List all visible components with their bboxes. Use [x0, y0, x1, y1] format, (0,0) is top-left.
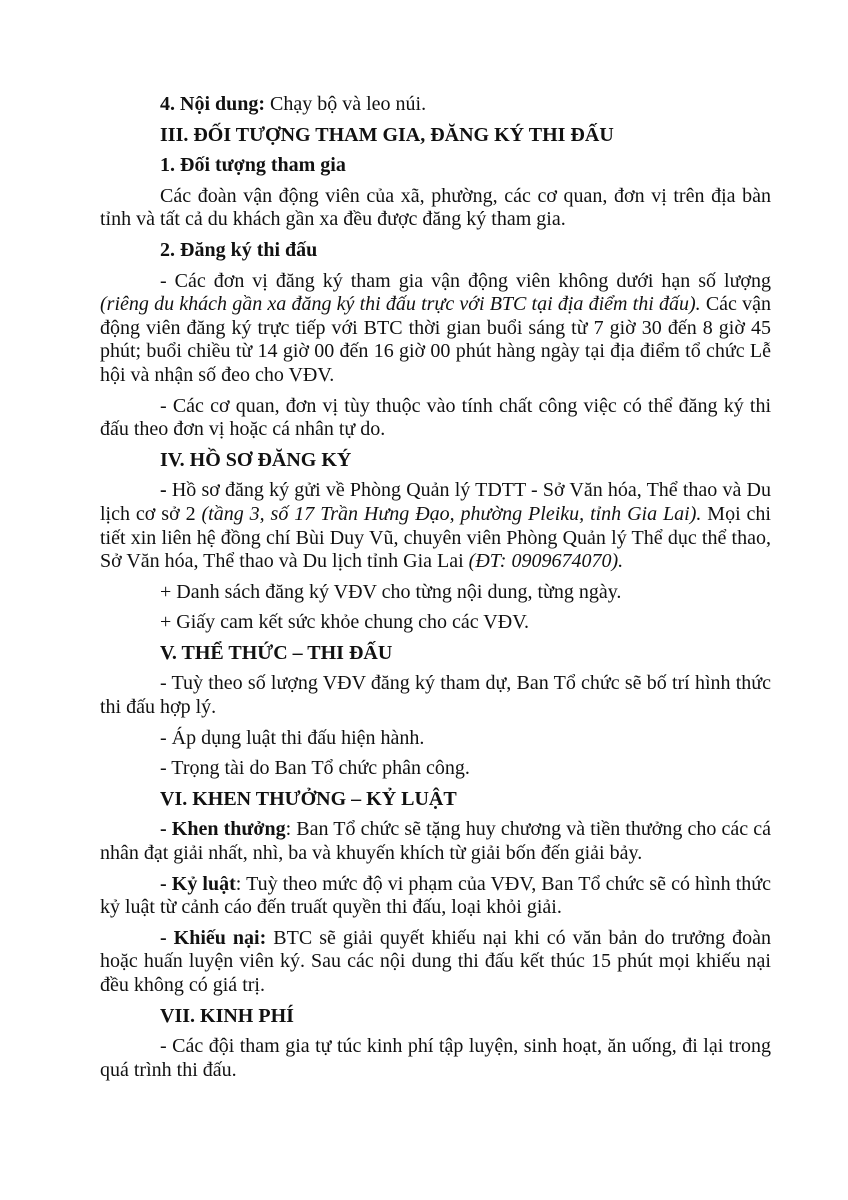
text-run: Hồ sơ đăng ký gửi về Phòng Quản lý TDTT - Sở Văn hóa, Thể thao và Du lịch cơ sở 2 — [100, 479, 771, 525]
text-run: VI. KHEN THƯỞNG – KỶ LUẬT — [160, 787, 457, 810]
paragraph-the-thuc-1 — [100, 672, 771, 719]
section-heading-vi — [100, 788, 771, 812]
text-run: - Các đơn vị đăng ký tham gia vận động viên không dưới hạn số lượng — [160, 269, 771, 292]
paragraph-danh-sach — [100, 581, 771, 605]
text-run: - — [160, 479, 172, 502]
text-run: Chạy bộ và leo núi. — [265, 93, 427, 115]
paragraph-dang-ky-1 — [100, 270, 771, 388]
text-run: (riêng du khách gần xa đăng ký thi đấu trực với BTC tại địa điểm thi đấu). — [100, 293, 701, 316]
text-run: - Các đội tham gia tự túc kinh phí tập luyện, sinh hoạt, ăn uống, đi lại trong quá trình thi đấu. — [100, 1035, 771, 1081]
text-run: 1. Đối tượng tham gia — [160, 154, 346, 177]
paragraph-dang-ky-2 — [100, 395, 771, 442]
paragraph-ho-so — [100, 479, 771, 573]
text-run: - Tuỳ theo số lượng VĐV đăng ký tham dự, Ban Tổ chức sẽ bố trí hình thức thi đấu hợp lý. — [100, 672, 771, 719]
paragraph-khen-thuong — [100, 818, 771, 865]
text-run: - Áp dụng luật thi đấu hiện hành. — [160, 726, 425, 749]
text-run: Các vận động viên đăng ký trực tiếp với BTC thời gian buổi sáng từ 7 giờ 30 đến 8 giờ 45 phút; buổi chiều từ 14 giờ 00 đến 16 giờ 00 phút hàng ngày tại địa điểm tổ chức Lễ hội và nhận số đeo cho VĐV. — [100, 293, 771, 386]
subheading-dang-ky — [100, 239, 771, 263]
text-run: + Giấy cam kết sức khỏe chung cho các VĐV. — [160, 611, 530, 634]
text-run: - Khiếu nại: — [160, 926, 267, 949]
paragraph-giay-cam-ket — [100, 611, 771, 635]
section-heading-vii — [100, 1005, 771, 1029]
text-run: - Các cơ quan, đơn vị tùy thuộc vào tính chất công việc có thể đăng ký thi đấu theo đơn vị hoặc cá nhân tự do. — [100, 394, 771, 441]
text-run: VII. KINH PHÍ — [160, 1004, 294, 1027]
text-run: V. THỂ THỨC – THI ĐẤU — [160, 641, 393, 664]
section-heading-v — [100, 642, 771, 666]
text-run: + Danh sách đăng ký VĐV cho từng nội dung, từng ngày. — [160, 580, 622, 603]
text-run: - Kỷ luật — [160, 872, 236, 895]
section-heading-iv — [100, 449, 771, 473]
text-run: - Khen thưởng — [160, 818, 286, 841]
paragraph-doi-tuong — [100, 185, 771, 232]
text-run: - Trọng tài do Ban Tổ chức phân công. — [160, 757, 470, 780]
text-run: BTC sẽ giải quyết khiếu nại khi có văn bản do trưởng đoàn hoặc huấn luyện viên ký. Sau các nội dung thi đấu kết thúc 15 phút mọi khiếu nại đều không có giá trị. — [100, 926, 771, 996]
paragraph-ky-luat — [100, 873, 771, 920]
section-heading-iii — [100, 124, 771, 148]
text-run: : Ban Tổ chức sẽ tặng huy chương và tiền thưởng cho các cá nhân đạt giải nhất, nhì, ba và khuyến khích từ giải bốn đến giải bảy. — [100, 818, 771, 865]
text-run: Mọi chi tiết xin liên hệ đồng chí Bùi Duy Vũ, chuyên viên Phòng Quản lý Thể dục thể thao, Sở Văn hóa, Thể thao và Du lịch tỉnh Gia Lai — [100, 502, 771, 573]
text-run: : Tuỳ theo mức độ vi phạm của VĐV, Ban Tổ chức sẽ có hình thức kỷ luật từ cảnh cáo đến truất quyền thi đấu, loại khỏi giải. — [100, 872, 771, 919]
text-run: (tầng 3, số 17 Trần Hưng Đạo, phường Pleiku, tỉnh Gia Lai). — [201, 502, 702, 525]
text-run: III. ĐỐI TƯỢNG THAM GIA, ĐĂNG KÝ THI ĐẤU — [160, 123, 614, 146]
text-run: 2. Đăng ký thi đấu — [160, 238, 318, 261]
text-run: Các đoàn vận động viên của xã, phường, các cơ quan, đơn vị trên địa bàn tỉnh và tất cả du khách gần xa đều được đăng ký tham gia. — [100, 184, 771, 231]
paragraph-noi-dung — [100, 93, 771, 117]
subheading-doi-tuong — [100, 154, 771, 178]
paragraph-the-thuc-3 — [100, 757, 771, 781]
text-run: 4. Nội dung: — [160, 93, 266, 115]
paragraph-kinh-phi — [100, 1035, 771, 1082]
text-run: (ĐT: 0909674070). — [468, 550, 624, 573]
paragraph-khieu-nai — [100, 927, 771, 998]
paragraph-the-thuc-2 — [100, 727, 771, 751]
text-run: IV. HỒ SƠ ĐĂNG KÝ — [160, 448, 352, 471]
